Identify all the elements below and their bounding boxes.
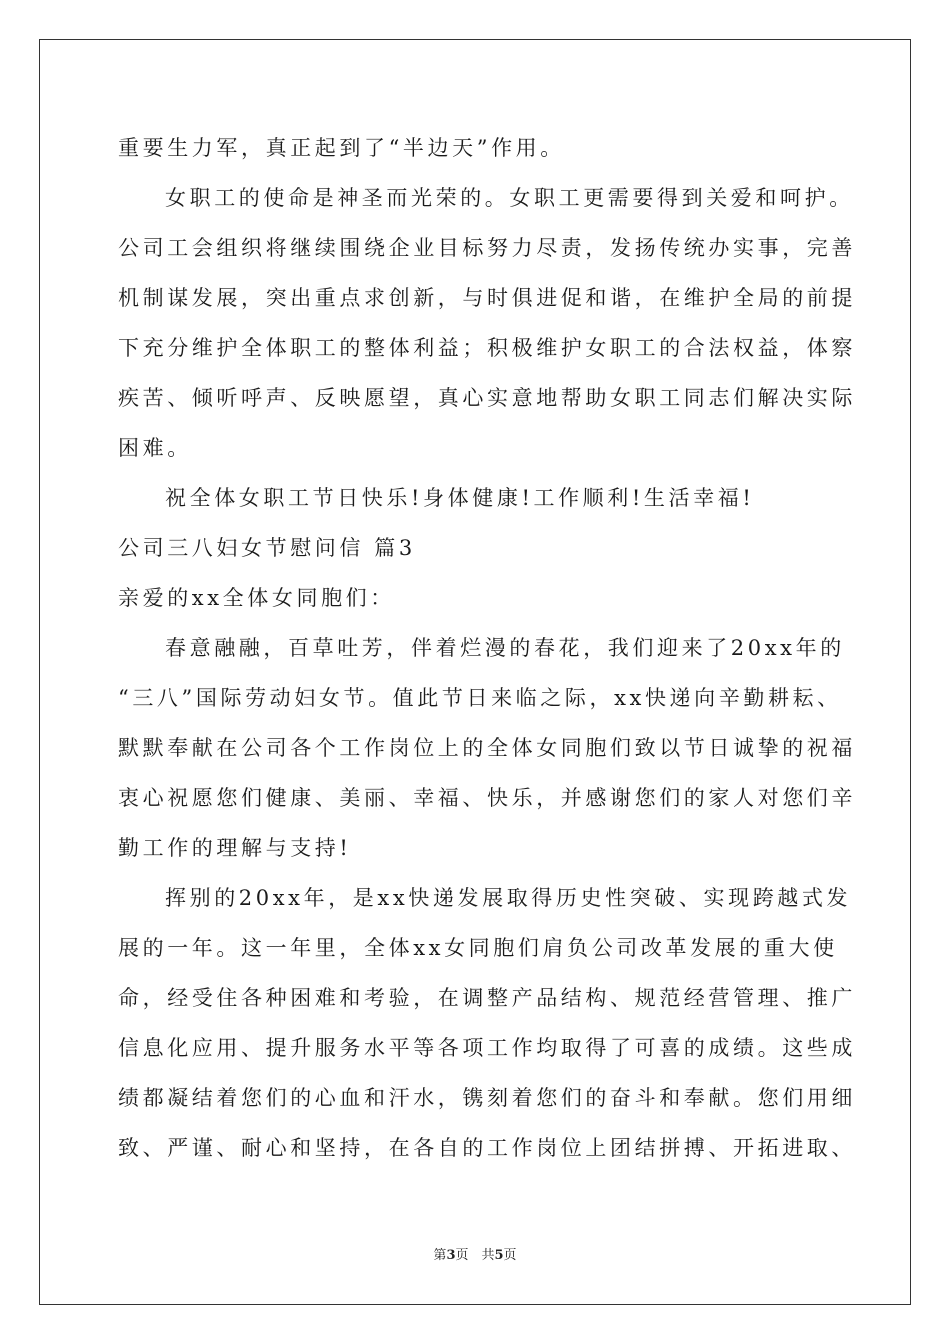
text-line: 重要生力军，真正起到了“半边天”作用。 bbox=[118, 136, 565, 160]
text-line: 展的一年。这一年里，全体xx女同胞们肩负公司改革发展的重大使 bbox=[118, 936, 838, 960]
text-line: 命，经受住各种困难和考验，在调整产品结构、规范经营管理、推广 bbox=[118, 986, 856, 1010]
text-line: 信息化应用、提升服务水平等各项工作均取得了可喜的成绩。这些成 bbox=[118, 1036, 856, 1060]
salutation: 亲爱的xx全体女同胞们： bbox=[118, 586, 395, 610]
text-line: “三八”国际劳动妇女节。值此节日来临之际，xx快递向辛勤耕耘、 bbox=[118, 686, 842, 710]
paragraph-start: 女职工的使命是神圣而光荣的。女职工更需要得到关爱和呵护。 bbox=[165, 186, 854, 210]
footer-mid: 页 共 bbox=[455, 1248, 495, 1263]
text-line: 困难。 bbox=[118, 436, 192, 460]
page-border bbox=[39, 39, 911, 1305]
text-line: 疾苦、倾听呼声、反映愿望，真心实意地帮助女职工同志们解决实际 bbox=[118, 386, 856, 410]
text-line: 衷心祝愿您们健康、美丽、幸福、快乐，并感谢您们的家人对您们辛 bbox=[118, 786, 856, 810]
paragraph-start: 祝全体女职工节日快乐!身体健康!工作顺利!生活幸福! bbox=[165, 486, 755, 510]
section-heading: 公司三八妇女节慰问信 篇3 bbox=[118, 536, 416, 560]
text-line: 公司工会组织将继续围绕企业目标努力尽责，发扬传统办实事，完善 bbox=[118, 236, 856, 260]
page-footer bbox=[0, 1247, 950, 1265]
paragraph-start: 春意融融，百草吐芳，伴着烂漫的春花，我们迎来了20xx年的 bbox=[165, 636, 845, 660]
text-line: 机制谋发展，突出重点求创新，与时俱进促和谐，在维护全局的前提 bbox=[118, 286, 856, 310]
current-page-number: 3 bbox=[446, 1248, 456, 1263]
text-line: 致、严谨、耐心和坚持，在各自的工作岗位上团结拼搏、开拓进取、 bbox=[118, 1136, 856, 1160]
text-line: 默默奉献在公司各个工作岗位上的全体女同胞们致以节日诚挚的祝福 bbox=[118, 736, 856, 760]
total-page-number: 5 bbox=[494, 1248, 504, 1263]
footer-suffix: 页 bbox=[503, 1248, 517, 1263]
text-line: 下充分维护全体职工的整体利益；积极维护女职工的合法权益，体察 bbox=[118, 336, 856, 360]
footer-prefix: 第 bbox=[433, 1248, 447, 1263]
paragraph-start: 挥别的20xx年，是xx快递发展取得历史性突破、实现跨越式发 bbox=[165, 886, 852, 910]
text-line: 绩都凝结着您们的心血和汗水，镌刻着您们的奋斗和奉献。您们用细 bbox=[118, 1086, 856, 1110]
text-line: 勤工作的理解与支持! bbox=[118, 836, 352, 860]
